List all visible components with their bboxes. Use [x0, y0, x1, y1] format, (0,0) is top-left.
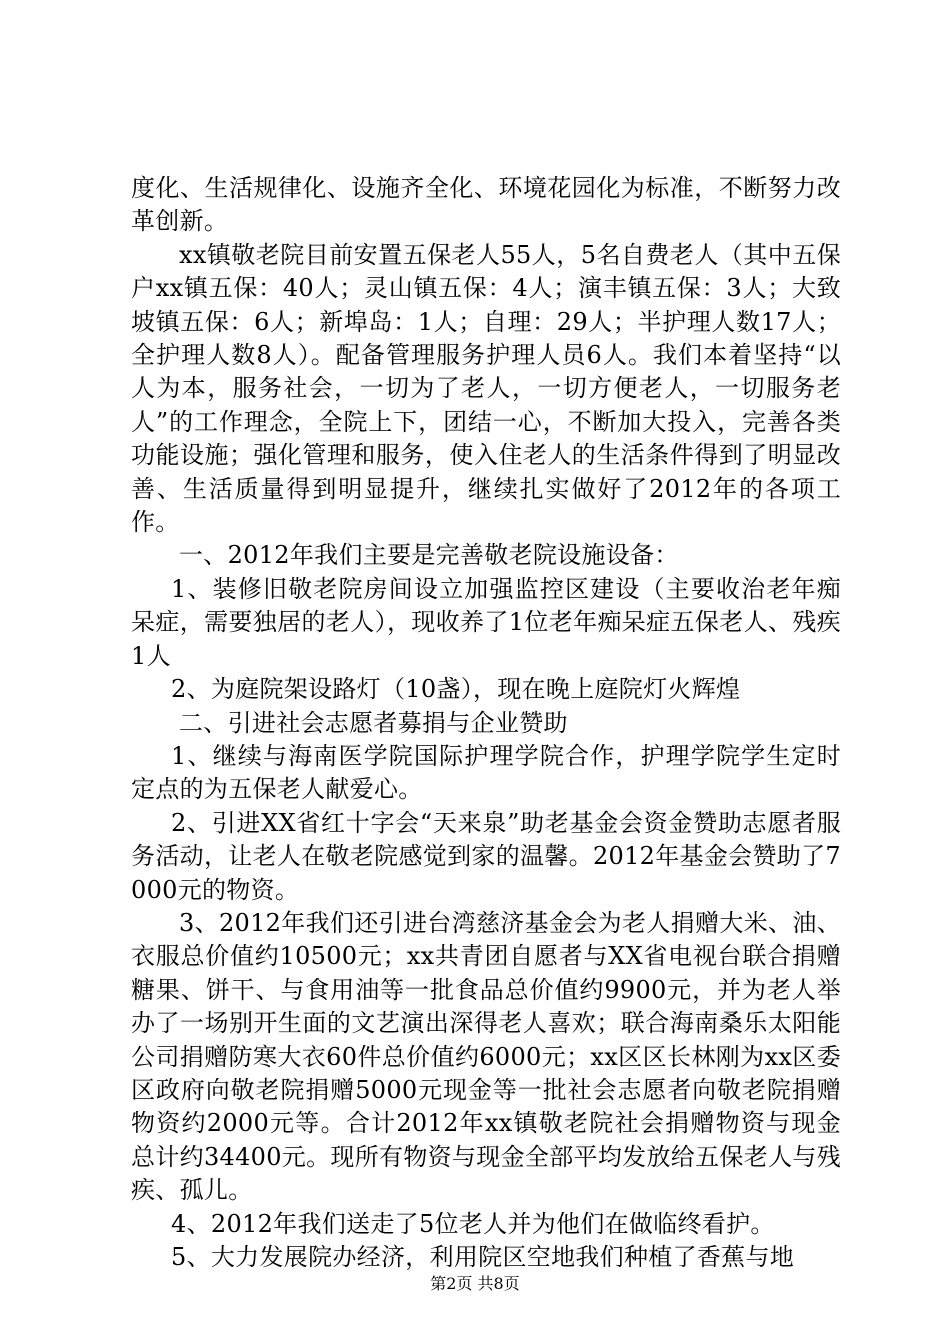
- list-item-facility-1: 1、装修旧敬老院房间设立加强监控区建设（主要收治老年痴呆症，需要独居的老人），现收养了1位老年痴呆症五保老人、残疾1人: [131, 574, 841, 670]
- paragraph-continuation: 度化、生活规律化、设施齐全化、环境花园化为标准，不断努力改革创新。: [131, 174, 841, 236]
- list-item-donation-4: 4、2012年我们送走了5位老人并为他们在做临终看护。: [171, 1209, 775, 1238]
- list-item-facility-2: 2、为庭院架设路灯（10盏），现在晚上庭院灯火辉煌: [171, 675, 741, 704]
- section-heading-donations: 二、引进社会志愿者募捐与企业赞助: [179, 708, 568, 737]
- list-item-donation-1: 1、继续与海南医学院国际护理学院合作，护理学院学生定时定点的为五保老人献爱心。: [131, 741, 841, 804]
- list-item-donation-2: 2、引进XX省红十字会“天来泉”助老基金会资金赞助志愿者服务活动，让老人在敬老院感觉到家的温馨。2012年基金会赞助了7000元的物资。: [131, 808, 841, 904]
- list-item-donation-3: 3、2012年我们还引进台湾慈济基金会为老人捐赠大米、油、衣服总价值约10500元；xx共青团自愿者与XX省电视台联合捐赠糖果、饼干、与食用油等一批食品总价值约9900元，并为老人举办了一场别开生面的文艺演出深得老人喜欢；联合海南桑乐太阳能公司捐赠防寒大衣60件总价值约6000元；xx区区长林刚为xx区委区政府向敬老院捐赠5000元现金等一批社会志愿者向敬老院捐赠物资约2000元等。合计2012年xx镇敬老院社会捐赠物资与现金总计约34400元。现所有物资与现金全部平均发放给五保老人与残疾、孤儿。: [131, 908, 841, 1205]
- page-footer: 第2页 共8页: [430, 1274, 520, 1293]
- paragraph-overview: xx镇敬老院目前安置五保老人55人，5名自费老人（其中五保户xx镇五保：40人；灵山镇五保：4人；演丰镇五保：3人；大致坡镇五保：6人；新埠岛：1人；自理：29人；半护理人数17人；全护理人数8人）。配备管理服务护理人员6人。我们本着坚持“以人为本，服务社会，一切为了老人，一切方便老人，一切服务老人”的工作理念，全院上下，团结一心，不断加大投入，完善各类功能设施；强化管理和服务，使入住老人的生活条件得到了明显改善、生活质量得到明显提升，继续扎实做好了2012年的各项工作。: [131, 240, 841, 537]
- section-heading-facilities: 一、2012年我们主要是完善敬老院设施设备：: [179, 541, 679, 570]
- document-body: [131, 172, 841, 1274]
- list-item-donation-5: 5、大力发展院办经济，利用院区空地我们种植了香蕉与地: [171, 1243, 795, 1271]
